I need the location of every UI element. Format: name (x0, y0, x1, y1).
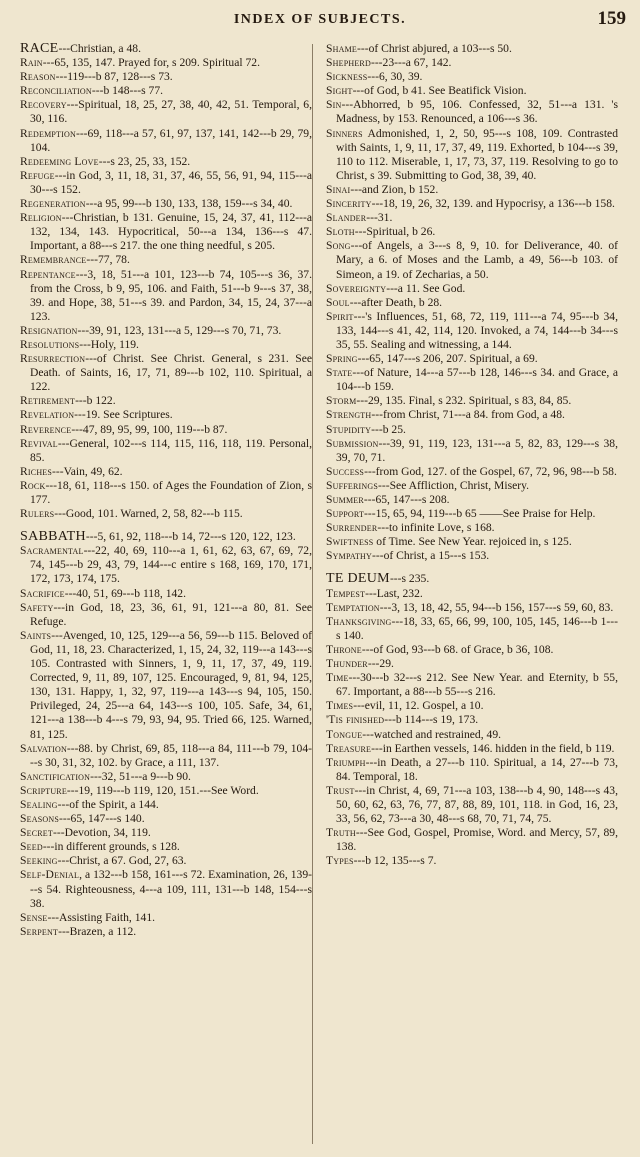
entry-references: ---of Nature, 14---a 57---b 128, 146---s 34. and Grace, a 104---b 159. (336, 366, 618, 394)
index-entry (20, 253, 312, 267)
entry-references: ---Spiritual, 18, 25, 27, 38, 40, 42, 51. Temporal, 6, 30, 116. (30, 98, 312, 126)
index-entry (326, 549, 618, 563)
entry-heading: Sovereignty (326, 281, 387, 295)
entry-references: ---watched and restrained, 49. (362, 727, 502, 741)
index-entry (326, 657, 618, 671)
entry-heading: Retirement (20, 394, 76, 408)
entry-references: ---Christian, b 131. Genuine, 15, 24, 37, 41, 112---a 132, 134, 143. Hypocritical, 50---a 134, 136---s 47. Important, a 88---s 217. the one thing needful, s 205. (30, 211, 312, 253)
entry-heading: Scripture (20, 783, 67, 797)
entry-heading: SABBATH (20, 529, 86, 545)
entry-references: ---3, 18, 51---a 101, 123---b 74, 105---s 36, 37. from the Cross, b 9, 95, 106. and Faith, 51---b 9---s 37, 38, 39. and Hope, 38, 51---s 39. and Pardon, 34, 15, 24, 37---a 123. (30, 267, 312, 323)
left-column (20, 42, 312, 1148)
entry-references: ---29. (367, 657, 394, 671)
entry-heading: Success (326, 464, 365, 478)
entry-references: ---65, 147---s 206, 207. Spiritual, a 69. (357, 352, 538, 366)
index-entry (20, 911, 312, 925)
entry-heading: Times (326, 699, 354, 713)
entry-heading: Sloth (326, 225, 355, 239)
entry-references: ---3, 13, 18, 42, 55, 94---b 156, 157---s 59, 60, 83. (379, 600, 614, 614)
index-entry (20, 84, 312, 98)
entry-heading: Sickness (326, 70, 368, 84)
entry-references: ---in Earthen vessels, 146. hidden in the field, b 119. (371, 741, 615, 755)
index-entry (326, 437, 618, 465)
entry-references: ---of God, 93---b 68. of Grace, b 36, 108. (361, 642, 554, 656)
entry-references: ---b 114---s 19, 173. (384, 713, 479, 727)
right-column (326, 42, 618, 1148)
entry-references: ---to infinite Love, s 168. (377, 521, 495, 535)
entry-heading: State (326, 366, 353, 380)
entry-heading: Rulers (20, 507, 55, 521)
entry-heading: Secret (20, 826, 53, 840)
entry-references: ---of Angels, a 3---s 8, 9, 10. for Deliverance, 40. of Mary, a 6. of Moses and the Lamb, a 49, 56---b 103. of Simeon, a 19. of Zecharias, a 50. (336, 239, 618, 281)
entry-heading: Sealing (20, 797, 58, 811)
entry-references: ---Christ, a 67. God, 27, 63. (57, 854, 187, 868)
index-entry (20, 465, 312, 479)
index-entry (326, 479, 618, 493)
index-entry (326, 310, 618, 352)
index-entry (326, 239, 618, 281)
index-entry (20, 479, 312, 507)
entry-heading: Spring (326, 352, 358, 366)
index-entry (326, 671, 618, 699)
entry-heading: Religion (20, 211, 62, 225)
index-entry (20, 268, 312, 324)
entry-heading: Refuge (20, 168, 55, 182)
entry-references: ---in God, 18, 23, 36, 61, 91, 121---a 80, 81. See Refuge. (30, 600, 312, 628)
entry-references: ---18, 61, 118---s 150. of Ages the Foundation of Zion, s 177. (30, 478, 312, 506)
index-entry (326, 408, 618, 422)
index-entry (326, 826, 618, 854)
entry-references: ---after Death, b 28. (349, 295, 443, 309)
entry-heading: Redeeming Love (20, 154, 99, 168)
index-entry (326, 70, 618, 84)
entry-references: ---a 95, 99---b 130, 133, 138, 159---s 34, 40. (85, 197, 293, 211)
entry-heading: Resignation (20, 323, 78, 337)
index-entry (20, 587, 312, 601)
entry-references: ---from God, 127. of the Gospel, 67, 72, 96, 98---b 58. (364, 464, 617, 478)
index-entry (326, 507, 618, 521)
index-entry (326, 183, 618, 197)
entry-references: ---77, 78. (86, 253, 130, 267)
entry-references: ---Abhorred, b 95, 106. Confessed, 32, 51---a 131. 's Madness, by 153. Renounced, a 106---s 36. (336, 98, 618, 126)
entry-heading: Strength (326, 408, 372, 422)
index-entry (326, 601, 618, 615)
entry-heading: Rock (20, 478, 46, 492)
index-entry (20, 394, 312, 408)
index-entry (20, 437, 312, 465)
index-entry (326, 587, 618, 601)
entry-heading: Triumph (326, 755, 366, 769)
entry-references: ---15, 65, 94, 119---b 65 ——See Praise for Help. (364, 507, 596, 521)
entry-heading: Slander (326, 211, 367, 225)
entry-heading: Revival (20, 436, 58, 450)
entry-references: ---40, 51, 69---b 118, 142. (64, 586, 186, 600)
entry-heading: Remembrance (20, 253, 87, 267)
entry-references: ---of the Spirit, a 144. (57, 797, 159, 811)
entry-references: ---39, 91, 123, 131---a 5, 129---s 70, 71, 73. (77, 323, 282, 337)
index-entry (326, 423, 618, 437)
entry-references: ---s 235. (389, 572, 430, 586)
entry-heading: Treasure (326, 741, 372, 755)
index-entry (20, 544, 312, 586)
entry-references: ---Last, 232. (365, 586, 423, 600)
entry-references: ---29, 135. Final, s 232. Spiritual, s 83, 84, 85. (356, 394, 572, 408)
entry-heading: Trust (326, 783, 355, 797)
entry-references: , a 132---b 158, 161---s 72. Examination, 26, 139---s 54. Righteousness, 4---a 109, 111, 131---b 148, 154---s 38. (30, 868, 312, 910)
index-entry (20, 338, 312, 352)
entry-references: ---See Affliction, Christ, Misery. (378, 478, 530, 492)
column-divider (312, 44, 313, 1144)
index-entry (20, 854, 312, 868)
entry-heading: Soul (326, 295, 350, 309)
entry-heading: Surrender (326, 521, 378, 535)
entry-heading: Riches (20, 464, 53, 478)
index-entry (20, 197, 312, 211)
index-entry (326, 127, 618, 183)
entry-heading: Serpent (20, 924, 59, 938)
index-entry (326, 394, 618, 408)
index-entry (20, 798, 312, 812)
index-entry (20, 868, 312, 910)
entry-heading: Sanctification (20, 769, 91, 783)
index-entry (20, 127, 312, 155)
entry-references: ---General, 102---s 114, 115, 116, 118, 119. Personal, 85. (30, 436, 312, 464)
entry-references: ---30---b 32---s 212. See New Year. and Eternity, b 55, 67. Important, a 88---b 55---s 216. (336, 671, 618, 699)
entry-references: ---of God, b 41. See Beatifick Vision. (352, 84, 527, 98)
entry-heading: Swiftness (326, 535, 374, 549)
entry-references: ---119---b 87, 128---s 73. (55, 70, 173, 84)
index-entry (20, 169, 312, 197)
index-entry (326, 465, 618, 479)
index-entry (326, 42, 618, 56)
entry-heading: Seasons (20, 812, 59, 826)
entry-references: ---Avenged, 10, 125, 129---a 56, 59---b 115. Beloved of God, 11, 18, 23. Characterized, 1, 15, 24, 32, 119---a 143---s 105. Contrasted with Sinners, 1, 9, 11, 17, 37, 49, 119. Corrected, 9, 11, 89, 107, 125. Encouraged, 9, 81, 94, 125, 130, 131. Happy, 1, 32, 97, 119---a 143---s 94, 105, 150. Privileged, 24, 25---a 64, 143---s 100, 105. Safe, 34, 61, 121---a 138---b 4---s 79, 93, 94, 95. Tried 66, 125. Warned, 81, 125. (30, 628, 312, 741)
entry-references: ---in Death, a 27---b 110. Spiritual, a 14, 27---b 73, 84. Temporal, 18. (336, 755, 618, 783)
entry-heading: Self-Denial (20, 868, 80, 882)
entry-references: ---'s Influences, 51, 68, 72, 119, 111---a 74, 95---b 34, 133, 144---s 41, 42, 114, 120. Invoked, a 74, 144---b 34---s 35, 55. Sealing and witnessing, a 144. (336, 309, 618, 351)
entry-heading: Redemption (20, 126, 76, 140)
entry-references: ---19. See Scriptures. (74, 408, 173, 422)
entry-heading: Reverence (20, 422, 72, 436)
index-entry (326, 98, 618, 126)
index-entry (326, 521, 618, 535)
index-entry (20, 826, 312, 840)
entry-heading: Salvation (20, 741, 67, 755)
entry-heading: TE DEUM (326, 571, 390, 587)
entry-heading: Sacramental (20, 544, 84, 558)
entry-heading: Resolutions (20, 337, 80, 351)
index-entry (20, 70, 312, 84)
entry-references: ---b 122. (75, 394, 116, 408)
entry-heading: Sense (20, 910, 48, 924)
entry-heading: Summer (326, 493, 364, 506)
entry-heading: Seeking (20, 854, 58, 868)
entry-heading: Storm (326, 394, 357, 408)
entry-heading: Sight (326, 84, 353, 98)
entry-heading: Regeneration (20, 197, 86, 211)
entry-heading: Throne (326, 642, 362, 656)
index-entry (326, 615, 618, 643)
entry-heading: Resurrection (20, 352, 86, 366)
index-entry (326, 84, 618, 98)
index-entry (326, 699, 618, 713)
index-entry (326, 728, 618, 742)
entry-heading: Types (326, 854, 354, 868)
entry-references: ---evil, 11, 12. Gospel, a 10. (353, 699, 484, 713)
entry-heading: Tempest (326, 586, 366, 600)
entry-heading: Sympathy (326, 549, 372, 563)
entry-references: ---Brazen, a 112. (58, 924, 137, 938)
entry-references: of Time. See New Year. rejoiced in, s 125. (373, 535, 572, 549)
entry-heading: Revelation (20, 408, 75, 422)
entry-heading: Sinai (326, 182, 351, 196)
entry-references: ---39, 91, 119, 123, 131---a 5, 82, 83, 129---s 38, 39, 70, 71. (336, 436, 618, 464)
entry-heading: Seed (20, 840, 43, 854)
entry-heading: Tongue (326, 727, 363, 741)
entry-references: ---of Christ, a 15---s 153. (372, 549, 490, 563)
index-entry (326, 854, 618, 868)
page-number: 159 (597, 8, 626, 29)
index-entry (20, 784, 312, 798)
index-entry (326, 352, 618, 366)
index-entry (20, 98, 312, 126)
index-entry (20, 742, 312, 770)
entry-references: ---5, 61, 92, 118---b 14, 72---s 120, 122, 123. (85, 530, 296, 544)
entry-heading: Saints (20, 628, 52, 642)
entry-references: ---See God, Gospel, Promise, Word. and Mercy, 57, 89, 138. (336, 826, 618, 854)
entry-heading: Shame (326, 42, 358, 55)
index-entry (20, 530, 312, 544)
page-title: INDEX OF SUBJECTS. (233, 12, 407, 27)
index-entry (20, 507, 312, 521)
index-entry (20, 423, 312, 437)
index-entry (20, 840, 312, 854)
entry-heading: Thanksgiving (326, 614, 392, 628)
entry-heading: Temptation (326, 600, 380, 614)
index-entry (20, 601, 312, 629)
entry-heading: Stupidity (326, 422, 372, 436)
entry-references: ---s 23, 25, 33, 152. (98, 154, 191, 168)
entry-references: ---of Christ. See Christ. General, s 231. See Death. of Saints, 16, 17, 71, 89---b 102, 110. Spiritual, a 122. (30, 352, 312, 394)
entry-references: ---b 25. (371, 422, 406, 436)
entry-references: ---23---a 67, 142. (370, 56, 452, 70)
entry-heading: Reason (20, 70, 56, 84)
entry-references: ---69, 118---a 57, 61, 97, 137, 141, 142---b 29, 79, 104. (30, 126, 312, 154)
index-entry (326, 282, 618, 296)
entry-heading: Rain (20, 56, 43, 70)
entry-references: ---in God, 3, 11, 18, 31, 37, 46, 55, 56, 91, 94, 115---a 30---s 152. (30, 168, 312, 196)
index-entry (20, 155, 312, 169)
entry-heading: Song (326, 239, 351, 253)
entry-heading: Reconciliation (20, 84, 92, 98)
entry-references: ---from Christ, 71---a 84. from God, a 48. (371, 408, 565, 422)
entry-references: ---19, 119---b 119, 120, 151.---See Word. (66, 783, 259, 797)
index-entry (20, 408, 312, 422)
entry-heading: Truth (326, 826, 356, 840)
index-entry (20, 56, 312, 70)
entry-heading: Sacrifice (20, 586, 65, 600)
index-entry (326, 56, 618, 70)
index-entry (326, 572, 618, 586)
entry-references: ---b 148---s 77. (91, 84, 164, 98)
entry-references: ---Good, 101. Warned, 2, 58, 82---b 115. (54, 507, 243, 521)
entry-heading: Sufferings (326, 478, 379, 492)
entry-references: ---18, 19, 26, 32, 139. and Hypocrisy, a 136---b 158. (371, 197, 615, 211)
entry-references: ---32, 51---a 9---b 90. (90, 769, 191, 783)
page-header (0, 8, 640, 36)
index-entry (20, 770, 312, 784)
index-entry (326, 296, 618, 310)
index-entry (326, 742, 618, 756)
entry-heading: Support (326, 507, 365, 521)
entry-heading: RACE (20, 42, 59, 56)
entry-references: ---65, 135, 147. Prayed for, s 209. Spiritual 72. (42, 56, 260, 70)
index-entry (326, 493, 618, 507)
entry-references: ---b 12, 135---s 7. (353, 854, 437, 868)
entry-references: Admonished, 1, 2, 50, 95---s 108, 109. Contrasted with Saints, 1, 9, 11, 17, 37, 49, 119. Exhorted, b 104---s 39, 110 to 112. Miserable, 1, 17, 73, 37, 119. Resolving to go to Christ, s 39. Submitting to God, 38, 39, 40. (336, 126, 618, 182)
entry-references: ---in different grounds, s 128. (42, 840, 180, 854)
entry-references: ---Assisting Faith, 141. (47, 910, 156, 924)
entry-heading: Repentance (20, 267, 76, 281)
index-entry (326, 756, 618, 784)
entry-heading: Safety (20, 600, 54, 614)
entry-heading: Thunder (326, 657, 368, 671)
entry-references: ---18, 33, 65, 66, 99, 100, 105, 145, 146---b 1---s 140. (336, 614, 618, 642)
index-entry (326, 784, 618, 826)
entry-heading: Recovery (20, 98, 67, 112)
entry-references: ---31. (366, 211, 393, 225)
entry-references: ---Holy, 119. (79, 337, 139, 351)
index-entry (20, 629, 312, 742)
entry-heading: Shepherd (326, 56, 371, 70)
entry-references: ---Christian, a 48. (58, 42, 141, 55)
entry-references: ---Spiritual, b 26. (354, 225, 436, 239)
index-entry (20, 211, 312, 253)
index-entry (20, 324, 312, 338)
index-entry (326, 643, 618, 657)
entry-heading: Spirit (326, 309, 354, 323)
index-entry (326, 197, 618, 211)
entry-references: ---65, 147---s 208. (363, 493, 450, 506)
entry-references: ---and Zion, b 152. (350, 182, 439, 196)
index-entry (326, 366, 618, 394)
entry-heading: Submission (326, 436, 379, 450)
entry-references: ---Vain, 49, 62. (52, 464, 123, 478)
entry-references: ---47, 89, 95, 99, 100, 119---b 87. (71, 422, 228, 436)
entry-references: ---65, 147---s 140. (58, 812, 145, 826)
entry-heading: Sin (326, 98, 342, 112)
entry-references: ---22, 40, 69, 110---a 1, 61, 62, 63, 67, 69, 72, 74, 145---b 29, 43, 79, 144---c entire s 168, 169, 170, 171, 172, 173, 174, 175. (30, 544, 312, 586)
entry-heading: Sinners (326, 126, 363, 140)
entry-references: ---in Christ, 4, 69, 71---a 103, 138---b 4, 90, 148---s 43, 50, 60, 62, 63, 76, 77, 87, 88, 89, 101, 118. in God, 16, 23, 33, 56, 62, 73---a 30, 48---s 68, 70, 71, 74, 75. (336, 783, 618, 826)
index-entry (20, 352, 312, 394)
entry-heading: 'Tis finished (326, 713, 385, 727)
entry-references: ---Devotion, 34, 119. (52, 826, 151, 840)
index-entry (326, 211, 618, 225)
entry-references: ---a 11. See God. (386, 281, 466, 295)
entry-heading: Time (326, 671, 349, 685)
entry-references: ---of Christ abjured, a 103---s 50. (357, 42, 512, 55)
index-entry (326, 535, 618, 549)
index-entry (326, 225, 618, 239)
entry-heading: Sincerity (326, 197, 372, 211)
index-entry (20, 925, 312, 939)
index-entry (20, 42, 312, 56)
index-entry (326, 713, 618, 727)
index-entry (20, 812, 312, 826)
entry-references: ---88. by Christ, 69, 85, 118---a 84, 111---b 79, 104---s 30, 31, 32, 102. by Grace, a 111, 137. (30, 741, 312, 769)
entry-references: ---6, 30, 39. (367, 70, 423, 84)
